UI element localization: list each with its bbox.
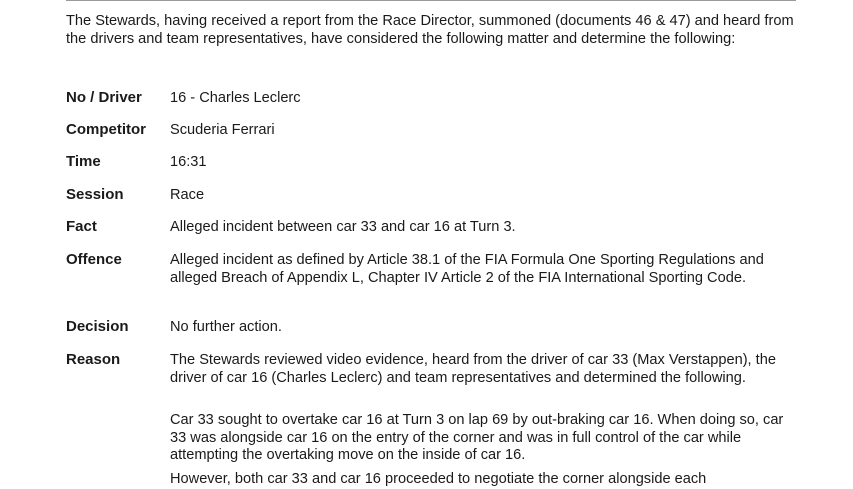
label-competitor: Competitor: [66, 121, 146, 138]
reason-paragraph-3: However, both car 33 and car 16 proceeded to negotiate the corner alongside each: [170, 471, 707, 487]
intro-paragraph: The Stewards, having received a report from the Race Director, summoned (documents 46 & 47) and heard from the drivers and team representatives, have considered the following matter and determine the following:: [66, 13, 794, 47]
top-divider: [66, 0, 796, 1]
value-offence: Alleged incident as defined by Article 38.1 of the FIA Formula One Sporting Regulations and alleged Breach of Appendix L, Chapter IV Article 2 of the FIA International Sporting Code.: [170, 252, 764, 286]
value-session: Race: [170, 187, 205, 203]
value-time: 16:31: [170, 154, 207, 170]
value-driver: 16 - Charles Leclerc: [170, 90, 301, 106]
label-offence: Offence: [66, 251, 122, 268]
label-decision: Decision: [66, 318, 129, 335]
label-time: Time: [66, 153, 101, 170]
value-fact: Alleged incident between car 33 and car 16 at Turn 3.: [170, 219, 516, 235]
label-session: Session: [66, 186, 124, 203]
label-driver: No / Driver: [66, 89, 142, 106]
label-fact: Fact: [66, 218, 97, 235]
reason-paragraph-2: Car 33 sought to overtake car 16 at Turn 3 on lap 69 by out-braking car 16. When doing so, car 33 was alongside car 16 on the entry of the corner and was in full control of the car while attempting the overtaking move on the inside of car 16.: [170, 412, 784, 463]
reason-paragraph-1: The Stewards reviewed video evidence, heard from the driver of car 33 (Max Verstappen), the driver of car 16 (Charles Leclerc) and team representatives and determined the following.: [170, 352, 776, 386]
label-reason: Reason: [66, 351, 121, 368]
value-competitor: Scuderia Ferrari: [170, 122, 275, 138]
value-decision: No further action.: [170, 319, 282, 335]
